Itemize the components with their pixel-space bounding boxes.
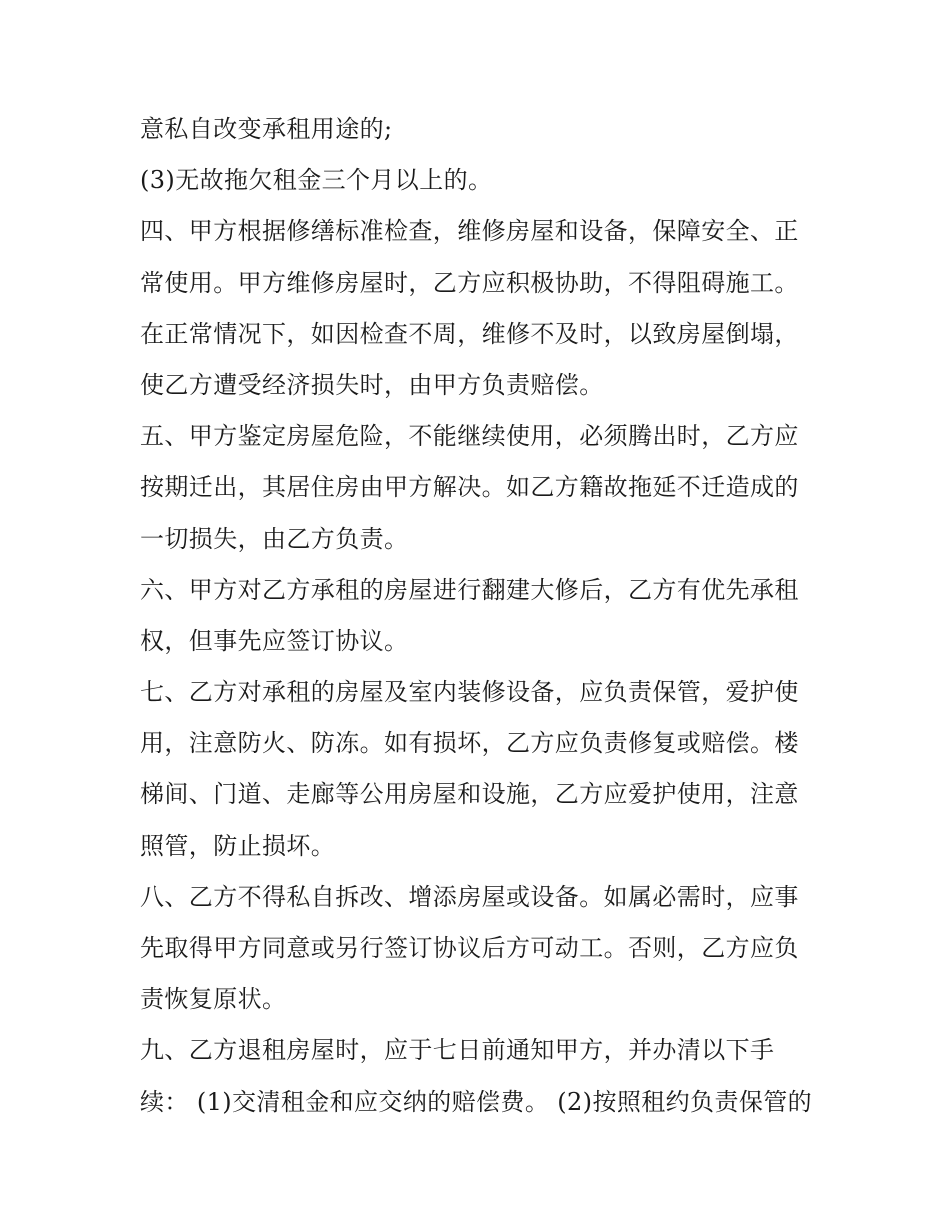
text-line: 使乙方遭受经济损失时，由甲方负责赔偿。 <box>140 370 604 399</box>
text-line: 在正常情况下，如因检查不周，维修不及时，以致房屋倒塌， <box>140 319 799 348</box>
text-line: 一切损失，由乙方负责。 <box>140 524 409 553</box>
text-line: 续： (1)交清租金和应交纳的赔偿费。 (2)按照租约负责保管的 <box>140 1087 813 1116</box>
text-line: 四、甲方根据修缮标准检查，维修房屋和设备，保障安全、正 <box>140 217 799 246</box>
text-line: 意私自改变承租用途的; <box>140 115 393 143</box>
text-line: 用，注意防火、防冻。如有损坏，乙方应负责修复或赔偿。楼 <box>140 729 799 758</box>
text-line: 常使用。甲方维修房屋时，乙方应积极协助，不得阻碍施工。 <box>140 268 799 297</box>
text-line: (3)无故拖欠租金三个月以上的。 <box>140 166 493 195</box>
text-line: 五、甲方鉴定房屋危险，不能继续使用，必须腾出时，乙方应 <box>140 422 799 451</box>
text-line: 责恢复原状。 <box>140 985 287 1014</box>
text-line: 按期迁出，其居住房由甲方解决。如乙方籍故拖延不迁造成的 <box>140 473 799 502</box>
text-line: 九、乙方退租房屋时，应于七日前通知甲方，并办清以下手 <box>140 1036 775 1065</box>
text-line: 先取得甲方同意或另行签订协议后方可动工。否则，乙方应负 <box>140 934 799 962</box>
text-line: 八、乙方不得私自拆改、增添房屋或设备。如属必需时，应事 <box>140 882 799 911</box>
text-line: 照管，防止损坏。 <box>140 831 336 860</box>
text-line: 权，但事先应签订协议。 <box>140 626 409 655</box>
text-line: 七、乙方对承租的房屋及室内装修设备，应负责保管，爱护使 <box>140 678 799 707</box>
text-line: 六、甲方对乙方承租的房屋进行翻建大修后，乙方有优先承租 <box>140 575 799 604</box>
text-line: 梯间、门道、走廊等公用房屋和设施，乙方应爱护使用，注意 <box>140 780 799 809</box>
document-body <box>140 104 820 1128</box>
